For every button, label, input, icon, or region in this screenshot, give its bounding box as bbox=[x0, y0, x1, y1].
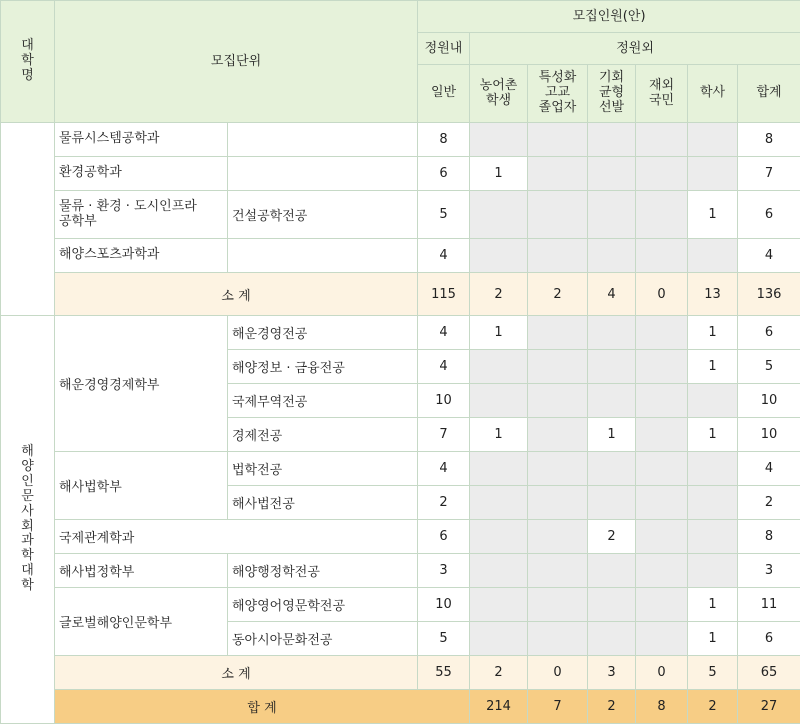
major-cell-text: 국제무역전공 bbox=[232, 395, 307, 410]
value-cell bbox=[418, 350, 470, 384]
unit-cell bbox=[55, 520, 418, 554]
value-cell bbox=[738, 191, 800, 239]
unit-cell-text: 해양스포츠과학과 bbox=[59, 247, 159, 262]
column-header-5 bbox=[688, 65, 738, 123]
subtotal-value-text: 2 bbox=[494, 287, 502, 302]
unit-cell-text: 물류 · 환경 · 도시인프라 공학부 bbox=[59, 199, 197, 229]
value-cell-text: 8 bbox=[439, 132, 447, 147]
major-cell bbox=[228, 123, 418, 157]
unit-cell-text: 물류시스템공학과 bbox=[59, 131, 159, 146]
column-header-3 bbox=[588, 65, 636, 123]
value-cell bbox=[470, 622, 528, 656]
value-cell bbox=[636, 452, 688, 486]
value-cell-text: 6 bbox=[439, 166, 447, 181]
value-cell bbox=[738, 157, 800, 191]
value-cell-text: 6 bbox=[439, 529, 447, 544]
value-cell bbox=[588, 486, 636, 520]
value-cell-text: 2 bbox=[439, 495, 447, 510]
value-cell bbox=[588, 239, 636, 273]
value-cell bbox=[636, 316, 688, 350]
value-cell bbox=[418, 157, 470, 191]
value-cell bbox=[418, 191, 470, 239]
major-cell bbox=[228, 452, 418, 486]
value-cell bbox=[636, 520, 688, 554]
subtotal-value-text: 65 bbox=[761, 665, 778, 680]
value-cell bbox=[470, 157, 528, 191]
value-cell bbox=[418, 554, 470, 588]
major-cell bbox=[228, 157, 418, 191]
value-cell bbox=[418, 239, 470, 273]
grand-total-label-text: 합 계 bbox=[247, 701, 276, 716]
value-cell-text: 1 bbox=[607, 427, 615, 442]
subtotal-value-text: 0 bbox=[657, 665, 665, 680]
unit-cell bbox=[55, 452, 228, 520]
major-cell-text: 해사법전공 bbox=[232, 497, 295, 512]
value-cell bbox=[588, 316, 636, 350]
value-cell bbox=[688, 316, 738, 350]
value-cell bbox=[588, 554, 636, 588]
major-cell bbox=[228, 239, 418, 273]
value-cell-text: 1 bbox=[708, 597, 716, 612]
subtotal-value-text: 136 bbox=[757, 287, 782, 302]
subtotal-value bbox=[418, 656, 470, 690]
value-cell bbox=[470, 520, 528, 554]
value-cell bbox=[688, 191, 738, 239]
major-cell-text: 법학전공 bbox=[232, 463, 282, 478]
subtotal-value bbox=[636, 656, 688, 690]
value-cell bbox=[738, 316, 800, 350]
value-cell bbox=[738, 520, 800, 554]
value-cell bbox=[636, 350, 688, 384]
major-cell-text: 동아시아문화전공 bbox=[232, 633, 332, 648]
outside-quota-header bbox=[470, 33, 800, 65]
grand-total-value-text: 7 bbox=[553, 699, 561, 714]
outside-quota-header-text: 정원외 bbox=[616, 41, 654, 56]
subtotal-value bbox=[738, 273, 800, 316]
value-cell-text: 1 bbox=[708, 427, 716, 442]
value-cell bbox=[418, 384, 470, 418]
subtotal-value bbox=[418, 273, 470, 316]
value-cell bbox=[418, 418, 470, 452]
header-row-1 bbox=[1, 1, 800, 33]
value-cell-text: 2 bbox=[765, 495, 773, 510]
grand-total-value-text: 2 bbox=[607, 699, 615, 714]
value-cell bbox=[588, 191, 636, 239]
value-cell bbox=[588, 123, 636, 157]
table-row bbox=[1, 588, 800, 622]
value-cell bbox=[636, 588, 688, 622]
subtotal-value-text: 5 bbox=[708, 665, 716, 680]
value-cell-text: 3 bbox=[439, 563, 447, 578]
grand-total-value bbox=[528, 690, 588, 724]
value-cell bbox=[528, 350, 588, 384]
value-cell bbox=[588, 622, 636, 656]
value-cell-text: 4 bbox=[765, 248, 773, 263]
table-row bbox=[1, 316, 800, 350]
value-cell bbox=[636, 622, 688, 656]
unit-header bbox=[55, 1, 418, 123]
major-cell-text: 해양영어영문학전공 bbox=[232, 599, 345, 614]
unit-cell bbox=[55, 191, 228, 239]
subtotal-label-text: 소 계 bbox=[221, 289, 250, 304]
value-cell-text: 10 bbox=[761, 427, 778, 442]
value-cell bbox=[528, 157, 588, 191]
value-cell bbox=[528, 452, 588, 486]
value-cell-text: 10 bbox=[435, 393, 452, 408]
university-header bbox=[1, 1, 55, 123]
major-cell-text: 건설공학전공 bbox=[232, 209, 307, 224]
value-cell bbox=[738, 486, 800, 520]
column-header-1 bbox=[470, 65, 528, 123]
value-cell-text: 1 bbox=[708, 325, 716, 340]
major-cell bbox=[228, 486, 418, 520]
value-cell bbox=[636, 191, 688, 239]
grand-total-value-text: 27 bbox=[761, 699, 778, 714]
value-cell bbox=[418, 316, 470, 350]
college-cell-2 bbox=[1, 316, 55, 724]
column-header-0 bbox=[418, 65, 470, 123]
college-cell-2-text: 해 양 인 문 사 회 과 학 대 학 bbox=[21, 444, 34, 593]
table-row bbox=[1, 191, 800, 239]
unit-cell bbox=[55, 554, 228, 588]
value-cell-text: 10 bbox=[761, 393, 778, 408]
table-row bbox=[1, 239, 800, 273]
subtotal-row-2 bbox=[1, 656, 800, 690]
value-cell-text: 8 bbox=[765, 529, 773, 544]
value-cell bbox=[588, 384, 636, 418]
value-cell-text: 4 bbox=[765, 461, 773, 476]
value-cell bbox=[588, 157, 636, 191]
subtotal-label bbox=[55, 656, 418, 690]
value-cell bbox=[688, 157, 738, 191]
unit-header-text: 모집단위 bbox=[211, 54, 261, 69]
value-cell bbox=[588, 520, 636, 554]
subtotal-value-text: 2 bbox=[494, 665, 502, 680]
major-cell-text: 경제전공 bbox=[232, 429, 282, 444]
value-cell bbox=[528, 384, 588, 418]
subtotal-value bbox=[688, 656, 738, 690]
value-cell bbox=[688, 622, 738, 656]
subtotal-value-text: 0 bbox=[657, 287, 665, 302]
value-cell bbox=[470, 452, 528, 486]
unit-cell bbox=[55, 157, 228, 191]
value-cell-text: 5 bbox=[765, 359, 773, 374]
value-cell bbox=[470, 384, 528, 418]
value-cell bbox=[688, 486, 738, 520]
major-cell-text: 해양행정학전공 bbox=[232, 565, 320, 580]
value-cell bbox=[738, 418, 800, 452]
table-row bbox=[1, 452, 800, 486]
table-row bbox=[1, 520, 800, 554]
value-cell bbox=[528, 486, 588, 520]
value-cell bbox=[636, 384, 688, 418]
value-cell-text: 1 bbox=[708, 359, 716, 374]
subtotal-value bbox=[470, 656, 528, 690]
value-cell bbox=[688, 418, 738, 452]
value-cell-text: 4 bbox=[439, 359, 447, 374]
column-header-3-text: 기회 균형 선발 bbox=[599, 70, 624, 115]
grand-total-value bbox=[636, 690, 688, 724]
value-cell bbox=[418, 123, 470, 157]
value-cell-text: 3 bbox=[765, 563, 773, 578]
subtotal-row-1 bbox=[1, 273, 800, 316]
within-quota-header bbox=[418, 33, 470, 65]
value-cell-text: 8 bbox=[765, 132, 773, 147]
value-cell bbox=[688, 554, 738, 588]
value-cell bbox=[688, 384, 738, 418]
value-cell bbox=[738, 384, 800, 418]
subtotal-value-text: 3 bbox=[607, 665, 615, 680]
value-cell bbox=[418, 588, 470, 622]
value-cell bbox=[588, 350, 636, 384]
value-cell bbox=[688, 350, 738, 384]
unit-cell bbox=[55, 123, 228, 157]
unit-cell bbox=[55, 588, 228, 656]
value-cell-text: 5 bbox=[439, 631, 447, 646]
unit-cell-text: 해사법학부 bbox=[59, 480, 122, 495]
value-cell-text: 5 bbox=[439, 207, 447, 222]
subtotal-label bbox=[55, 273, 418, 316]
college-cell-1 bbox=[1, 123, 55, 316]
value-cell bbox=[528, 520, 588, 554]
value-cell bbox=[588, 452, 636, 486]
recruit-header bbox=[418, 1, 800, 33]
grand-total-value bbox=[688, 690, 738, 724]
value-cell bbox=[470, 316, 528, 350]
value-cell bbox=[418, 520, 470, 554]
major-cell bbox=[228, 316, 418, 350]
value-cell-text: 1 bbox=[494, 166, 502, 181]
value-cell bbox=[738, 350, 800, 384]
subtotal-value bbox=[528, 273, 588, 316]
grand-total-value-text: 214 bbox=[486, 699, 511, 714]
value-cell bbox=[528, 418, 588, 452]
grand-total-value bbox=[470, 690, 528, 724]
value-cell-text: 2 bbox=[607, 529, 615, 544]
major-cell bbox=[228, 191, 418, 239]
grand-total-row bbox=[1, 690, 800, 724]
value-cell bbox=[470, 588, 528, 622]
unit-cell-text: 해사법정학부 bbox=[59, 565, 134, 580]
value-cell bbox=[688, 452, 738, 486]
subtotal-value-text: 55 bbox=[435, 665, 452, 680]
value-cell bbox=[738, 239, 800, 273]
value-cell bbox=[470, 123, 528, 157]
value-cell bbox=[528, 622, 588, 656]
value-cell bbox=[528, 316, 588, 350]
value-cell bbox=[688, 123, 738, 157]
column-header-2-text: 특성화 고교 졸업자 bbox=[539, 70, 577, 115]
grand-total-value-text: 2 bbox=[708, 699, 716, 714]
university-header-text: 대 학 명 bbox=[21, 38, 34, 83]
value-cell bbox=[738, 452, 800, 486]
value-cell-text: 4 bbox=[439, 325, 447, 340]
recruit-header-text: 모집인원(안) bbox=[573, 9, 646, 24]
major-cell bbox=[228, 554, 418, 588]
table-row bbox=[1, 123, 800, 157]
value-cell-text: 7 bbox=[439, 427, 447, 442]
value-cell bbox=[636, 554, 688, 588]
grand-total-value bbox=[738, 690, 800, 724]
value-cell bbox=[470, 486, 528, 520]
value-cell bbox=[528, 123, 588, 157]
value-cell bbox=[528, 191, 588, 239]
value-cell bbox=[738, 588, 800, 622]
subtotal-value-text: 13 bbox=[704, 287, 721, 302]
subtotal-value-text: 115 bbox=[431, 287, 456, 302]
unit-cell bbox=[55, 316, 228, 452]
subtotal-value-text: 2 bbox=[553, 287, 561, 302]
value-cell bbox=[636, 486, 688, 520]
value-cell-text: 1 bbox=[494, 325, 502, 340]
value-cell bbox=[418, 452, 470, 486]
value-cell bbox=[738, 123, 800, 157]
value-cell-text: 4 bbox=[439, 461, 447, 476]
column-header-4-text: 재외 국민 bbox=[649, 78, 674, 108]
subtotal-value bbox=[688, 273, 738, 316]
within-quota-header-text: 정원내 bbox=[425, 41, 463, 56]
unit-cell-text: 해운경영경제학부 bbox=[59, 378, 159, 393]
table-row bbox=[1, 554, 800, 588]
unit-cell-text: 글로벌해양인문학부 bbox=[59, 616, 172, 631]
value-cell bbox=[528, 554, 588, 588]
table-row bbox=[1, 157, 800, 191]
value-cell-text: 10 bbox=[435, 597, 452, 612]
major-cell bbox=[228, 418, 418, 452]
value-cell bbox=[470, 191, 528, 239]
value-cell bbox=[636, 123, 688, 157]
value-cell bbox=[418, 622, 470, 656]
value-cell bbox=[688, 239, 738, 273]
subtotal-value bbox=[470, 273, 528, 316]
unit-cell-text: 환경공학과 bbox=[59, 165, 122, 180]
value-cell bbox=[470, 350, 528, 384]
value-cell-text: 1 bbox=[494, 427, 502, 442]
subtotal-value-text: 4 bbox=[607, 287, 615, 302]
major-cell bbox=[228, 384, 418, 418]
value-cell-text: 7 bbox=[765, 166, 773, 181]
subtotal-value bbox=[738, 656, 800, 690]
value-cell bbox=[688, 588, 738, 622]
subtotal-value bbox=[528, 656, 588, 690]
value-cell bbox=[738, 622, 800, 656]
major-cell bbox=[228, 350, 418, 384]
column-header-4 bbox=[636, 65, 688, 123]
value-cell-text: 6 bbox=[765, 631, 773, 646]
major-cell bbox=[228, 622, 418, 656]
value-cell bbox=[470, 418, 528, 452]
value-cell bbox=[688, 520, 738, 554]
value-cell-text: 6 bbox=[765, 325, 773, 340]
value-cell bbox=[418, 486, 470, 520]
column-header-5-text: 학사 bbox=[700, 85, 725, 100]
unit-cell bbox=[55, 239, 228, 273]
grand-total-value bbox=[588, 690, 636, 724]
grand-total-label bbox=[55, 690, 470, 724]
value-cell-text: 1 bbox=[708, 207, 716, 222]
column-header-6-text: 합계 bbox=[756, 85, 781, 100]
value-cell bbox=[636, 418, 688, 452]
value-cell bbox=[588, 588, 636, 622]
major-cell-text: 해운경영전공 bbox=[232, 327, 307, 342]
column-header-2 bbox=[528, 65, 588, 123]
value-cell-text: 6 bbox=[765, 207, 773, 222]
subtotal-value bbox=[588, 273, 636, 316]
value-cell bbox=[636, 239, 688, 273]
subtotal-value bbox=[588, 656, 636, 690]
subtotal-value bbox=[636, 273, 688, 316]
unit-cell-text: 국제관계학과 bbox=[59, 531, 134, 546]
value-cell-text: 4 bbox=[439, 248, 447, 263]
value-cell bbox=[528, 588, 588, 622]
value-cell bbox=[636, 157, 688, 191]
subtotal-value-text: 0 bbox=[553, 665, 561, 680]
value-cell-text: 1 bbox=[708, 631, 716, 646]
column-header-1-text: 농어촌 학생 bbox=[480, 78, 518, 108]
value-cell bbox=[738, 554, 800, 588]
major-cell-text: 해양정보 · 금융전공 bbox=[232, 361, 345, 376]
value-cell bbox=[528, 239, 588, 273]
value-cell bbox=[470, 239, 528, 273]
grand-total-value-text: 8 bbox=[657, 699, 665, 714]
value-cell bbox=[470, 554, 528, 588]
major-cell bbox=[228, 588, 418, 622]
column-header-0-text: 일반 bbox=[431, 85, 456, 100]
subtotal-label-text: 소 계 bbox=[221, 667, 250, 682]
value-cell-text: 11 bbox=[761, 597, 778, 612]
value-cell bbox=[588, 418, 636, 452]
column-header-6 bbox=[738, 65, 800, 123]
